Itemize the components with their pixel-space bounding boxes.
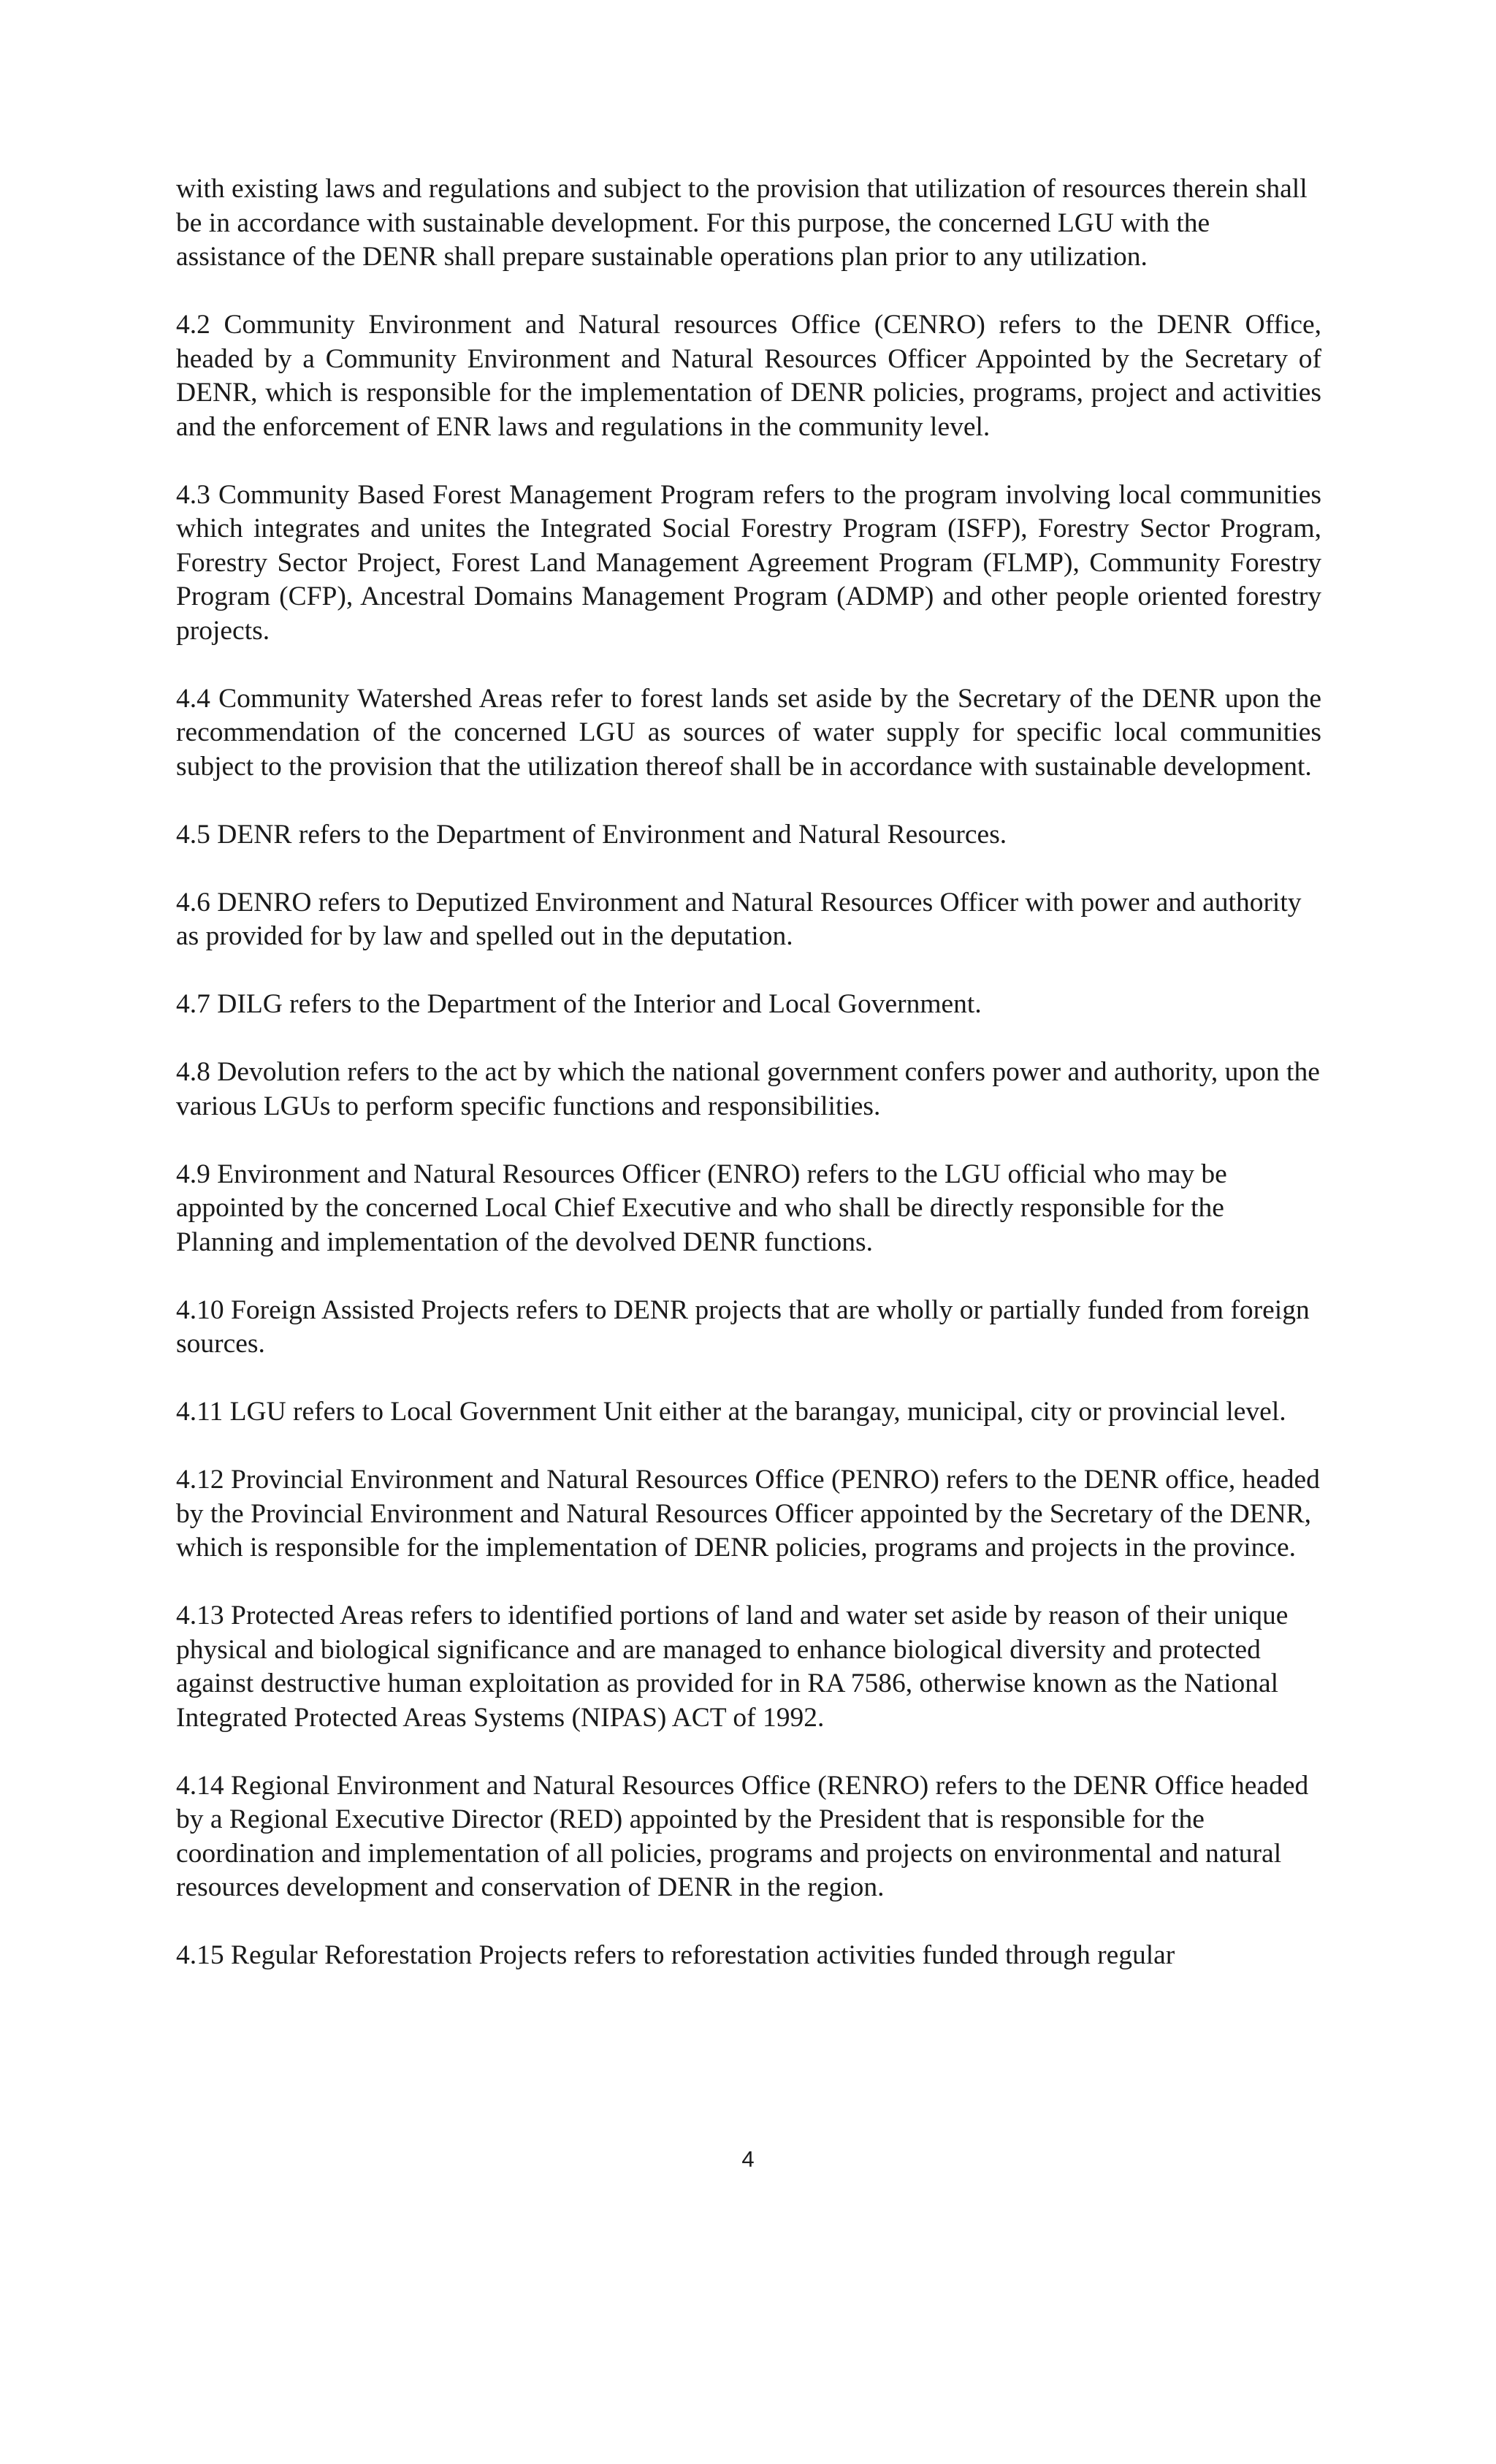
- paragraph-4-8-devolution: 4.8 Devolution refers to the act by which the national government confers power and authority, upon the various LGUs to perform specific functions and responsibilities.: [176, 1057, 1320, 1121]
- paragraph-4-7-dilg: 4.7 DILG refers to the Department of the Interior and Local Government.: [176, 989, 982, 1019]
- paragraph-4-13-protected-areas: 4.13 Protected Areas refers to identified portions of land and water set aside by reason of their unique physical and biological significance and are managed to enhance biological diversity and protected against destructive human exploitation as provided for in RA 7586, otherwise known as the National Integrated Protected Areas Systems (NIPAS) ACT of 1992.: [176, 1601, 1289, 1733]
- paragraph-4-15-regular-reforestation: 4.15 Regular Reforestation Projects refers to reforestation activities funded through regular: [176, 1940, 1175, 1970]
- paragraph-continuation: with existing laws and regulations and subject to the provision that utilization of resources therein shall be in accordance with sustainable development. For this purpose, the concerned LGU with the assistance of the DENR shall prepare sustainable operations plan prior to any utilization.: [176, 174, 1308, 272]
- paragraph-4-6-denro: 4.6 DENRO refers to Deputized Environment and Natural Resources Officer with power and authority as provided for by law and spelled out in the deputation.: [176, 887, 1302, 951]
- paragraph-4-5-denr: 4.5 DENR refers to the Department of Environment and Natural Resources.: [176, 819, 1007, 850]
- paragraph-4-3-cbfm-program: 4.3 Community Based Forest Management Program refers to the program involving local communities which integrates and unites the Integrated Social Forestry Program (ISFP), Forestry Sector Program, Forestry Sector Project, Forest Land Management Agreement Program (FLMP), Community Forestry Program (CFP), Ancestral Domains Management Program (ADMP) and other people oriented forestry projects.: [176, 479, 1321, 646]
- paragraph-4-10-foreign-assisted: 4.10 Foreign Assisted Projects refers to DENR projects that are wholly or partially funded from foreign sources.: [176, 1294, 1310, 1359]
- paragraph-4-2-cenro: 4.2 Community Environment and Natural resources Office (CENRO) refers to the DENR Office, headed by a Community Environment and Natural Resources Officer Appointed by the Secretary of DENR, which is responsible for the implementation of DENR policies, programs, project and activities and the enforcement of ENR laws and regulations in the community level.: [176, 310, 1321, 442]
- paragraph-4-12-penro: 4.12 Provincial Environment and Natural Resources Office (PENRO) refers to the DENR office, headed by the Provincial Environment and Natural Resources Officer appointed by the Secretary of the DENR, which is responsible for the implementation of DENR policies, programs and projects in the province.: [176, 1465, 1320, 1563]
- page-body: [176, 172, 1321, 1973]
- paragraph-4-4-community-watershed: 4.4 Community Watershed Areas refer to forest lands set aside by the Secretary of the DENR upon the recommendation of the concerned LGU as sources of water supply for specific local communities subject to the provision that the utilization thereof shall be in accordance with sustainable development.: [176, 683, 1321, 782]
- page-number: 4: [741, 2146, 755, 2172]
- paragraph-4-9-enro: 4.9 Environment and Natural Resources Officer (ENRO) refers to the LGU official who may be appointed by the concerned Local Chief Executive and who shall be directly responsible for the Planning and implementation of the devolved DENR functions.: [176, 1159, 1227, 1257]
- paragraph-4-14-renro: 4.14 Regional Environment and Natural Resources Office (RENRO) refers to the DENR Office headed by a Regional Executive Director (RED) appointed by the President that is responsible for the coordination and implementation of all policies, programs and projects on environmental and natural resources development and conservation of DENR in the region.: [176, 1770, 1309, 1902]
- paragraph-4-11-lgu: 4.11 LGU refers to Local Government Unit either at the barangay, municipal, city or provincial level.: [176, 1397, 1286, 1427]
